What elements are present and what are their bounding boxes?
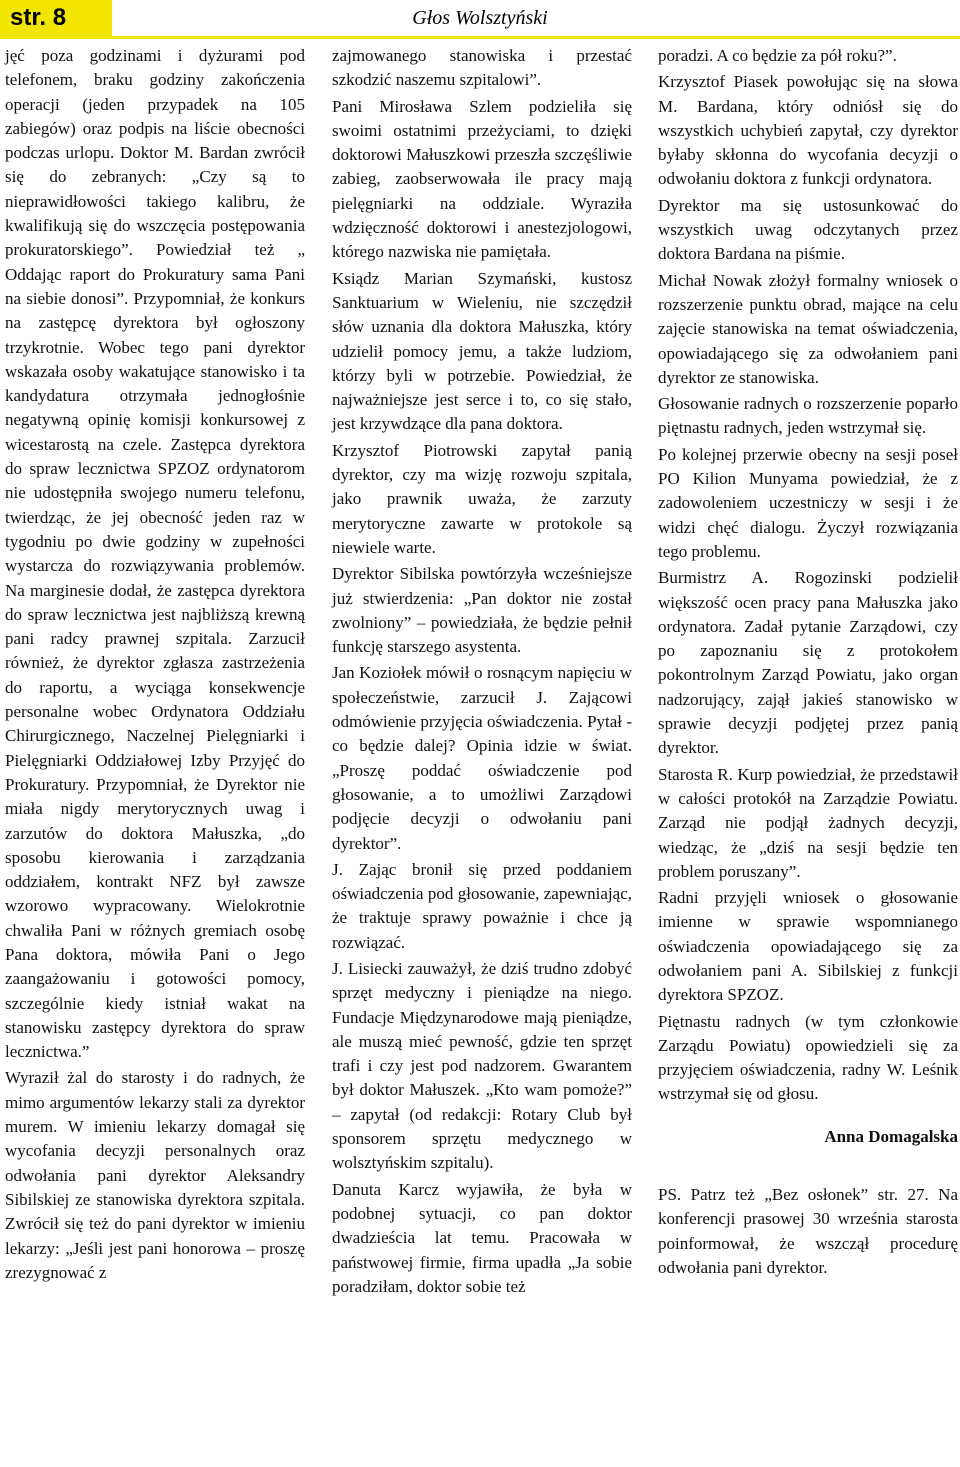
author-signature: Anna Domagalska <box>824 1126 958 1146</box>
column-1 <box>5 44 305 1285</box>
column-3 <box>658 44 958 1280</box>
header-rule <box>0 36 960 39</box>
paragraph: Radni przyjęli wniosek o głosowanie imienne w sprawie wspomnianego oświadczenia opowiadającego się za odwołaniem pani A. Sibilskiej z funkcji dyrektora SPZOZ. <box>658 888 958 1005</box>
paragraph: Po kolejnej przerwie obecny na sesji poseł PO Kilion Munyama powiedział, że z zadowoleniem uczestniczy w sesji i że widzi chęć dialogu. Życzył rozwiązania tego problemu. <box>658 444 958 561</box>
paragraph: Ksiądz Marian Szymański, kustosz Sanktuarium w Wieleniu, nie szczędził słów uznania dla doktora Małuszka, który udzielił pomocy jemu, a także ludziom, którzy byli w potrzebie. Powiedział, że najważniejsze jest serce i to, co się stało, jest krzywdzące dla pana doktora. <box>332 268 632 434</box>
page-number: str. 8 <box>0 0 112 36</box>
paragraph: poradzi. A co będzie za pół roku?”. <box>658 46 897 65</box>
page-header <box>0 0 960 36</box>
paragraph: zajmowanego stanowiska i przestać szkodzić naszemu szpitalowi”. <box>332 46 632 90</box>
paragraph: Jan Koziołek mówił o rosnącym napięciu w społeczeństwie, zarzucił J. Zającowi odmówienie przyjęcia oświadczenia. Pytał - co będzie dalej? Opinia idzie w świat. „Proszę poddać oświadczenie pod głosowanie, a to umożliwi Zarządowi podjęcie decyzji o odwołaniu pani dyrektor”. <box>332 663 632 853</box>
postscript: PS. Patrz też „Bez osłonek” str. 27. Na konferencji prasowej 30 września starosta poinformował, że wszczął procedurę odwołania pani dyrektor. <box>658 1185 958 1277</box>
paragraph: Krzysztof Piasek powołując się na słowa M. Bardana, który odniósł się do wszystkich uchybień zapytał, czy dyrektor byłaby skłonna do wycofania decyzji o odwołaniu doktora z funkcji ordynatora. <box>658 72 958 189</box>
paragraph: Pani Mirosława Szlem podzieliła się swoimi ostatnimi przeżyciami, to dzięki doktorowi Małuszkowi przeszła szczęśliwie zabieg, zaobserwowała ile pracy mają pielęgniarki na oddziale. Wyraziła wdzięczność doktorowi i anestezjologowi, którego nazwiska nie pamiętała. <box>332 96 632 262</box>
column-2 <box>332 44 632 1299</box>
paragraph: Piętnastu radnych (w tym członkowie Zarządu Powiatu) opowiedzieli się za przyjęciem oświadczenia, radny W. Leśnik wstrzymał się od głosu. <box>658 1011 958 1104</box>
paragraph: Starosta R. Kurp powiedział, że przedstawił w całości protokół na Zarządzie Powiatu. Zarząd nie podjął żadnych decyzji, wiedząc, że „dziś na sesji będzie ten problem poruszany”. <box>658 764 958 881</box>
paragraph: J. Zając bronił się przed poddaniem oświadczenia pod głosowanie, zapewniając, że traktuje sprawy poważnie i chce ją rozwiązać. <box>332 859 632 952</box>
paragraph: Dyrektor Sibilska powtórzyła wcześniejsze już stwierdzenia: „Pan doktor nie został zwolniony” – powiedziała, że będzie pełnił funkcję starszego asystenta. <box>332 564 632 657</box>
paragraph: Danuta Karcz wyjawiła, że była w podobnej sytuacji, co pan doktor dwadzieścia lat temu. Pracowała w państwowej firmie, firma upadła „Ja sobie poradziłam, doktor sobie też <box>332 1179 632 1296</box>
paragraph: Burmistrz A. Rogozinski podzielił większość ocen pracy pana Małuszka jako ordynatora. Zadał pytanie Zarządowi, czy po zapoznaniu się z protokołem pokontrolnym Zarząd Powiatu, jako organ nadzorujący, zajął jakieś stanowisko w sprawie decyzji podjętej przez panią dyrektor. <box>658 568 958 758</box>
publication-title: Głos Wolsztyński <box>412 7 548 29</box>
paragraph: Wyraził żal do starosty i do radnych, że mimo argumentów lekarzy stali za dyrektor murem. W imieniu lekarzy domagał się wycofania decyzji personalnych oraz odwołania pani dyrektor Aleksandry Sibilskiej ze stanowiska dyrektora szpitala. Zwrócił się też do pani dyrektor w imieniu lekarzy: „Jeśli jest pani honorowa – proszę zrezygnować z <box>5 1068 305 1282</box>
paragraph: Michał Nowak złożył formalny wniosek o rozszerzenie punktu obrad, mające na celu zajęcie stanowiska na temat oświadczenia, opowiadającego się za odwołaniem pani dyrektor ze stanowiska. <box>658 270 958 387</box>
paragraph: Krzysztof Piotrowski zapytał panią dyrektor, czy ma wizję rozwoju szpitala, jako prawnik uważa, że zarzuty merytoryczne zawarte w protokole są niewiele warte. <box>332 440 632 557</box>
paragraph: J. Lisiecki zauważył, że dziś trudno zdobyć sprzęt medyczny i pieniądze na niego. Fundacje Międzynarodowe mają pieniądze, ale muszą mieć pewność, gdzie ten sprzęt trafi i czy jest pod nadzorem. Gwarantem był doktor Małuszek. „Kto wam pomoże?” – zapytał (od redakcji: Rotary Club był sponsorem sprzętu medycznego w wolsztyńskim szpitalu). <box>332 958 632 1173</box>
paragraph: Głosowanie radnych o rozszerzenie poparło piętnastu radnych, jeden wstrzymał się. <box>658 394 958 438</box>
paragraph: jęć poza godzinami i dyżurami pod telefonem, braku godziny zakończenia operacji (jeden przypadek na 105 zabiegów) oraz podpis na liście obecności podczas urlopu. Doktor M. Bardan zwrócił się do zebranych: „Czy są to nieprawidłowości takiego kalibru, że kwalifikują się do wszczęcia postępowania prokuratorskiego”. Powiedział też „ Oddając raport do Prokuratury sama Pani na siebie donosi”. Przypomniał, że konkurs na zastępcę dyrektora był ogłoszony trzykrotnie. Wobec tego pani dyrektor wskazała osoby wakatujące stanowisko i ta kandydatura otrzymała jednogłośnie negatywną opinię komisji konkursowej z wicestarostą na czele. Zastępca dyrektora do spraw lecznictwa SPZOZ ordynatorom nie udostępniła swojego numeru telefonu, twierdząc, że jej obecność jeden raz w tygodniu po dwie godziny w zupełności wystarcza do rozwiązywania problemów. Na marginesie dodał, że zastępca dyrektora do spraw lecznictwa jest najbliższą krewną pani radcy prawnej szpitala. Zarzucił również, że dyrektor zgłasza zastrzeżenia do raportu, a wyciąga konsekwencje personalne wobec Ordynatora Oddziału Chirurgicznego, Naczelnej Pielęgniarki i Pielęgniarki Oddziałowej Izby Przyjęć do Prokuratury. Przypomniał, że Dyrektor nie miała nigdy merytorycznych uwag i zarzutów do doktora Małuszka, „do sposobu kierowania i zarządzania oddziałem, kontrakt NFZ był zawsze wzorowo wypracowany. Wielokrotnie chwaliła Pani w różnych gremiach osobę Pana doktora, mówiła Pani o Jego zaangażowaniu i gotowości pomocy, szczególnie kiedy istniał wakat na stanowisku zastępcy dyrektora do spraw lecznictwa.” <box>5 46 305 1062</box>
paragraph: Dyrektor ma się ustosunkować do wszystkich uwag odczytanych przez doktora Bardana na piśmie. <box>658 195 958 264</box>
